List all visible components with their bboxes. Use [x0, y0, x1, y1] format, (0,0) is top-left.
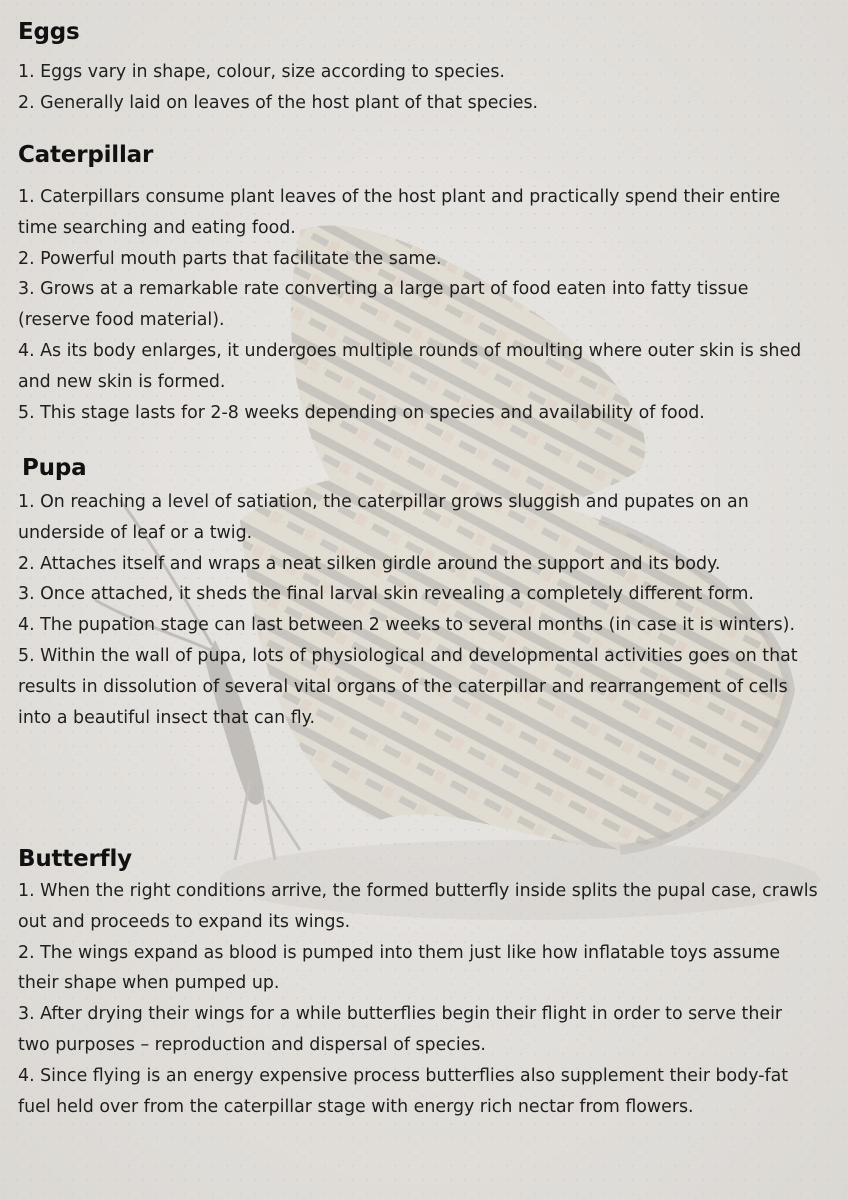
pupa-item-3: 3. Once attached, it sheds the final larval skin revealing a completely different form. — [18, 584, 754, 605]
butterfly-item-3: 3. After drying their wings for a while butterflies begin their flight in order to serve their two purposes – reproduction and dispersal of species. — [18, 1004, 783, 1055]
pupa-item-1: 1. On reaching a level of satiation, the caterpillar grows sluggish and pupates on an underside of leaf or a twig. — [18, 492, 749, 543]
caterpillar-item-5: 5. This stage lasts for 2-8 weeks depending on species and availability of food. — [18, 402, 705, 423]
caterpillar-item-1: 1. Caterpillars consume plant leaves of the host plant and practically spend their entire time searching and eating food. — [18, 187, 781, 238]
section-pupa — [18, 454, 818, 733]
butterfly-item-2: 2. The wings expand as blood is pumped into them just like how inflatable toys assume their shape when pumped up. — [18, 942, 781, 994]
section-body-eggs — [18, 57, 818, 119]
eggs-item-1: 1. Eggs vary in shape, colour, size according to species. — [18, 62, 505, 82]
pupa-item-4: 4. The pupation stage can last between 2 weeks to several months (in case it is winters). — [18, 615, 795, 636]
caterpillar-item-2: 2. Powerful mouth parts that facilitate the same. — [18, 248, 442, 269]
section-body-pupa — [18, 487, 818, 733]
section-heading-eggs: Eggs — [18, 19, 80, 45]
butterfly-item-4: 4. Since flying is an energy expensive process butterflies also supplement their body-fat fuel held over from the caterpillar stage with energy rich nectar from flowers. — [18, 1065, 789, 1117]
butterfly-item-1: 1. When the right conditions arrive, the formed butterfly inside splits the pupal case, crawls out and proceeds to expand its wings. — [18, 881, 818, 932]
eggs-item-2: 2. Generally laid on leaves of the host plant of that species. — [18, 92, 539, 113]
pupa-item-2: 2. Attaches itself and wraps a neat silken girdle around the support and its body. — [18, 553, 721, 574]
section-heading-caterpillar: Caterpillar — [18, 142, 154, 168]
section-body-butterfly — [18, 876, 818, 1122]
section-butterfly — [18, 845, 818, 1122]
section-heading-pupa: Pupa — [22, 455, 87, 481]
section-heading-butterfly: Butterfly — [18, 846, 132, 872]
caterpillar-item-3: 3. Grows at a remarkable rate converting a large part of food eaten into fatty tissue (reserve food material). — [18, 279, 749, 331]
caterpillar-item-4: 4. As its body enlarges, it undergoes multiple rounds of moulting where outer skin is shed and new skin is formed. — [18, 340, 802, 392]
section-caterpillar — [18, 141, 818, 428]
section-eggs — [18, 18, 818, 119]
pupa-item-5: 5. Within the wall of pupa, lots of physiological and developmental activities goes on that results in dissolution of several vital organs of the caterpillar and rearrangement of cells into a beautiful insect that can fly. — [18, 645, 798, 728]
section-body-caterpillar — [18, 182, 818, 428]
